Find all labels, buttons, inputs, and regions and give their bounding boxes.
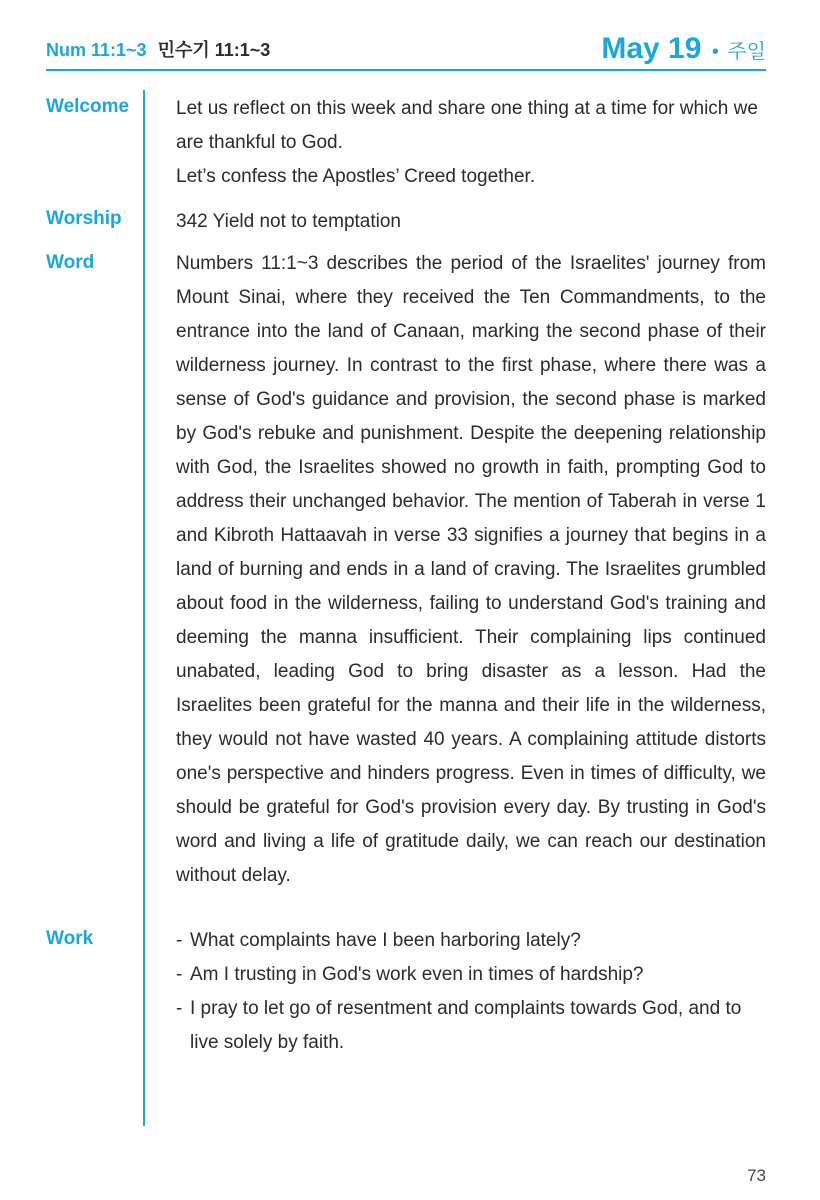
- scripture-reference: [46, 36, 270, 62]
- date: May 19: [601, 32, 702, 65]
- welcome-line: Let’s confess the Apostles’ Creed together.: [176, 166, 536, 187]
- word-content: [176, 247, 766, 893]
- work-item: - I pray to let go of resentment and complaints towards God, and to live solely by faith.: [176, 992, 766, 1060]
- header-divider: [46, 69, 766, 71]
- page-number: 73: [747, 1166, 766, 1185]
- scripture-reference-en: Num 11:1~3: [46, 40, 147, 60]
- worship-label: Worship: [46, 208, 122, 229]
- date-block: [601, 32, 766, 66]
- worship-hymn: 342 Yield not to temptation: [176, 211, 401, 232]
- scripture-reference-ko: 민수기 11:1~3: [157, 40, 271, 60]
- separator-dot: •: [711, 41, 719, 63]
- welcome-line: Let us reflect on this week and share one thing at a time for which we are thankful to God.: [176, 98, 758, 153]
- work-label: Work: [46, 928, 94, 949]
- word-text: Numbers 11:1~3 describes the period of the Israelites' journey from Mount Sinai, where they received the Ten Commandments, to the entrance into the land of Canaan, marking the second phase of their wilderness journey. In contrast to the first phase, where there was a sense of God's guidance and provision, the second phase is marked by God's rebuke and punishment. Despite the deepening relationship with God, the Israelites showed no growth in faith, prompting God to address their unchanged behavior. The mention of Taberah in verse 1 and Kibroth Hattaavah in verse 33 signifies a journey that begins in a land of burning and ends in a land of craving. The Israelites grumbled about food in the wilderness, failing to understand God's training and deeming the manna insufficient. Their complaining lips continued unabated, leading God to bring disaster as a lesson. Had the Israelites been grateful for the manna and their life in the wilderness, they would not have wasted 40 years. A complaining attitude distorts one's perspective and hinders progress. Even in times of difficulty, we should be grateful for God's provision every day. By trusting in God's word and living a life of gratitude daily, we can reach our destination without delay.: [176, 253, 766, 886]
- welcome-content: [176, 92, 766, 194]
- word-label: Word: [46, 252, 95, 273]
- worship-content: [176, 205, 766, 239]
- day-of-week: 주일: [727, 41, 766, 63]
- column-divider: [143, 90, 145, 1126]
- work-item: - Am I trusting in God's work even in times of hardship?: [176, 958, 766, 992]
- work-list: [176, 924, 766, 1060]
- work-content: [176, 924, 766, 1060]
- work-item: - What complaints have I been harboring lately?: [176, 924, 766, 958]
- welcome-label: Welcome: [46, 96, 130, 117]
- page-header: [46, 26, 766, 70]
